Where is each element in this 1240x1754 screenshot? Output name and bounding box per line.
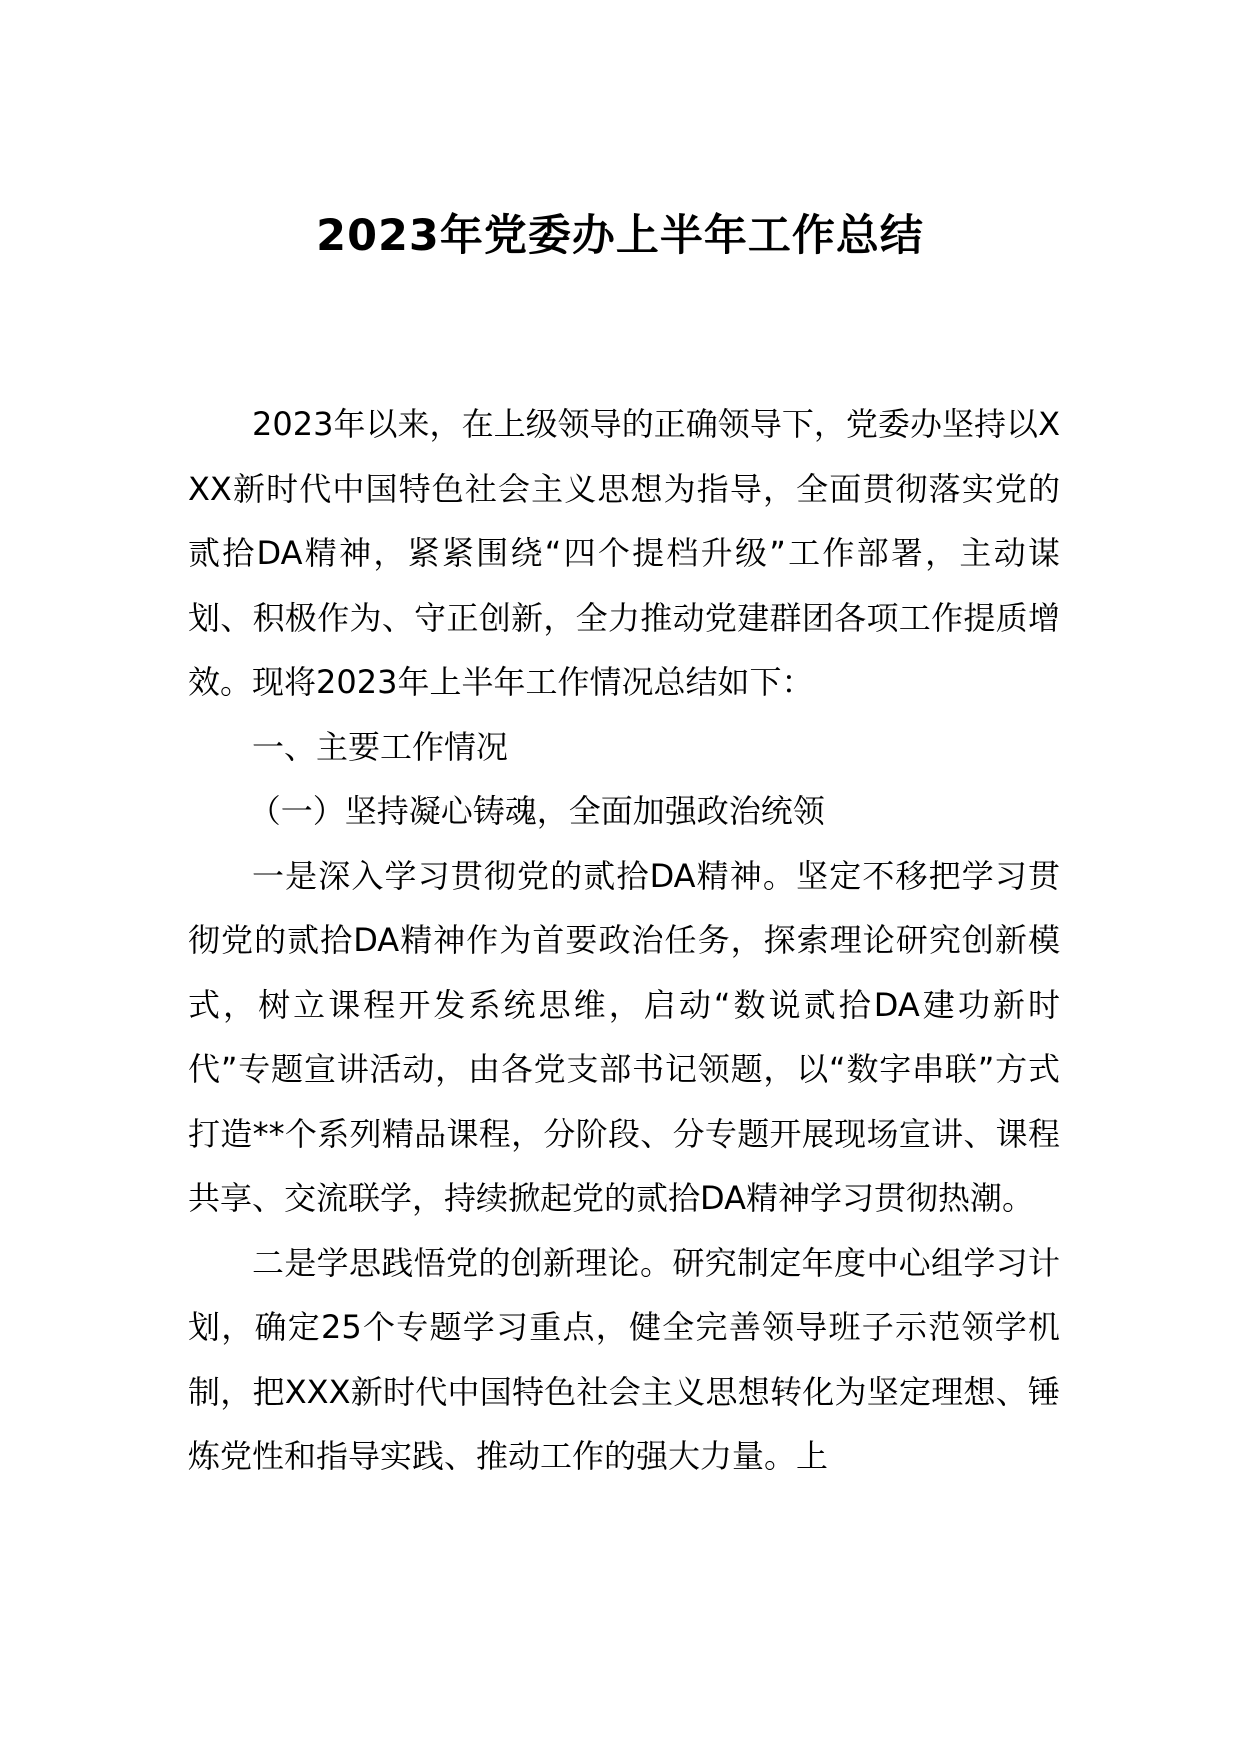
document-title: 2023年党委办上半年工作总结 bbox=[316, 211, 924, 261]
paragraph-point-one: 一是深入学习贯彻党的贰拾DA精神。坚定不移把学习贯彻党的贰拾DA精神作为首要政治任务，探索理论研究创新模式，树立课程开发系统思维，启动“数说贰拾DA建功新时代”专题宣讲活动，由各党支部书记领题，以“数字串联”方式打造**个系列精品课程，分阶段、分专题开展现场宣讲、课程共享、交流联学，持续掀起党的贰拾DA精神学习贯彻热潮。 bbox=[188, 856, 1060, 1217]
document-body bbox=[188, 392, 1060, 1489]
section-heading-main-work: 一、主要工作情况 bbox=[252, 727, 509, 766]
paragraph-point-two: 二是学思践悟党的创新理论。研究制定年度中心组学习计划，确定25个专题学习重点，健全完善领导班子示范领学机制，把XXX新时代中国特色社会主义思想转化为坚定理想、锤炼党性和指导实践、推动工作的强大力量。上 bbox=[188, 1243, 1060, 1475]
subsection-heading-political-leadership: （一）坚持凝心铸魂，全面加强政治统领 bbox=[248, 792, 825, 830]
intro-paragraph: 2023年以来，在上级领导的正确领导下，党委办坚持以XXX新时代中国特色社会主义思想为指导，全面贯彻落实党的贰拾DA精神，紧紧围绕“四个提档升级”工作部署，主动谋划、积极作为、守正创新，全力推动党建群团各项工作提质增效。现将2023年上半年工作情况总结如下： bbox=[188, 405, 1060, 701]
